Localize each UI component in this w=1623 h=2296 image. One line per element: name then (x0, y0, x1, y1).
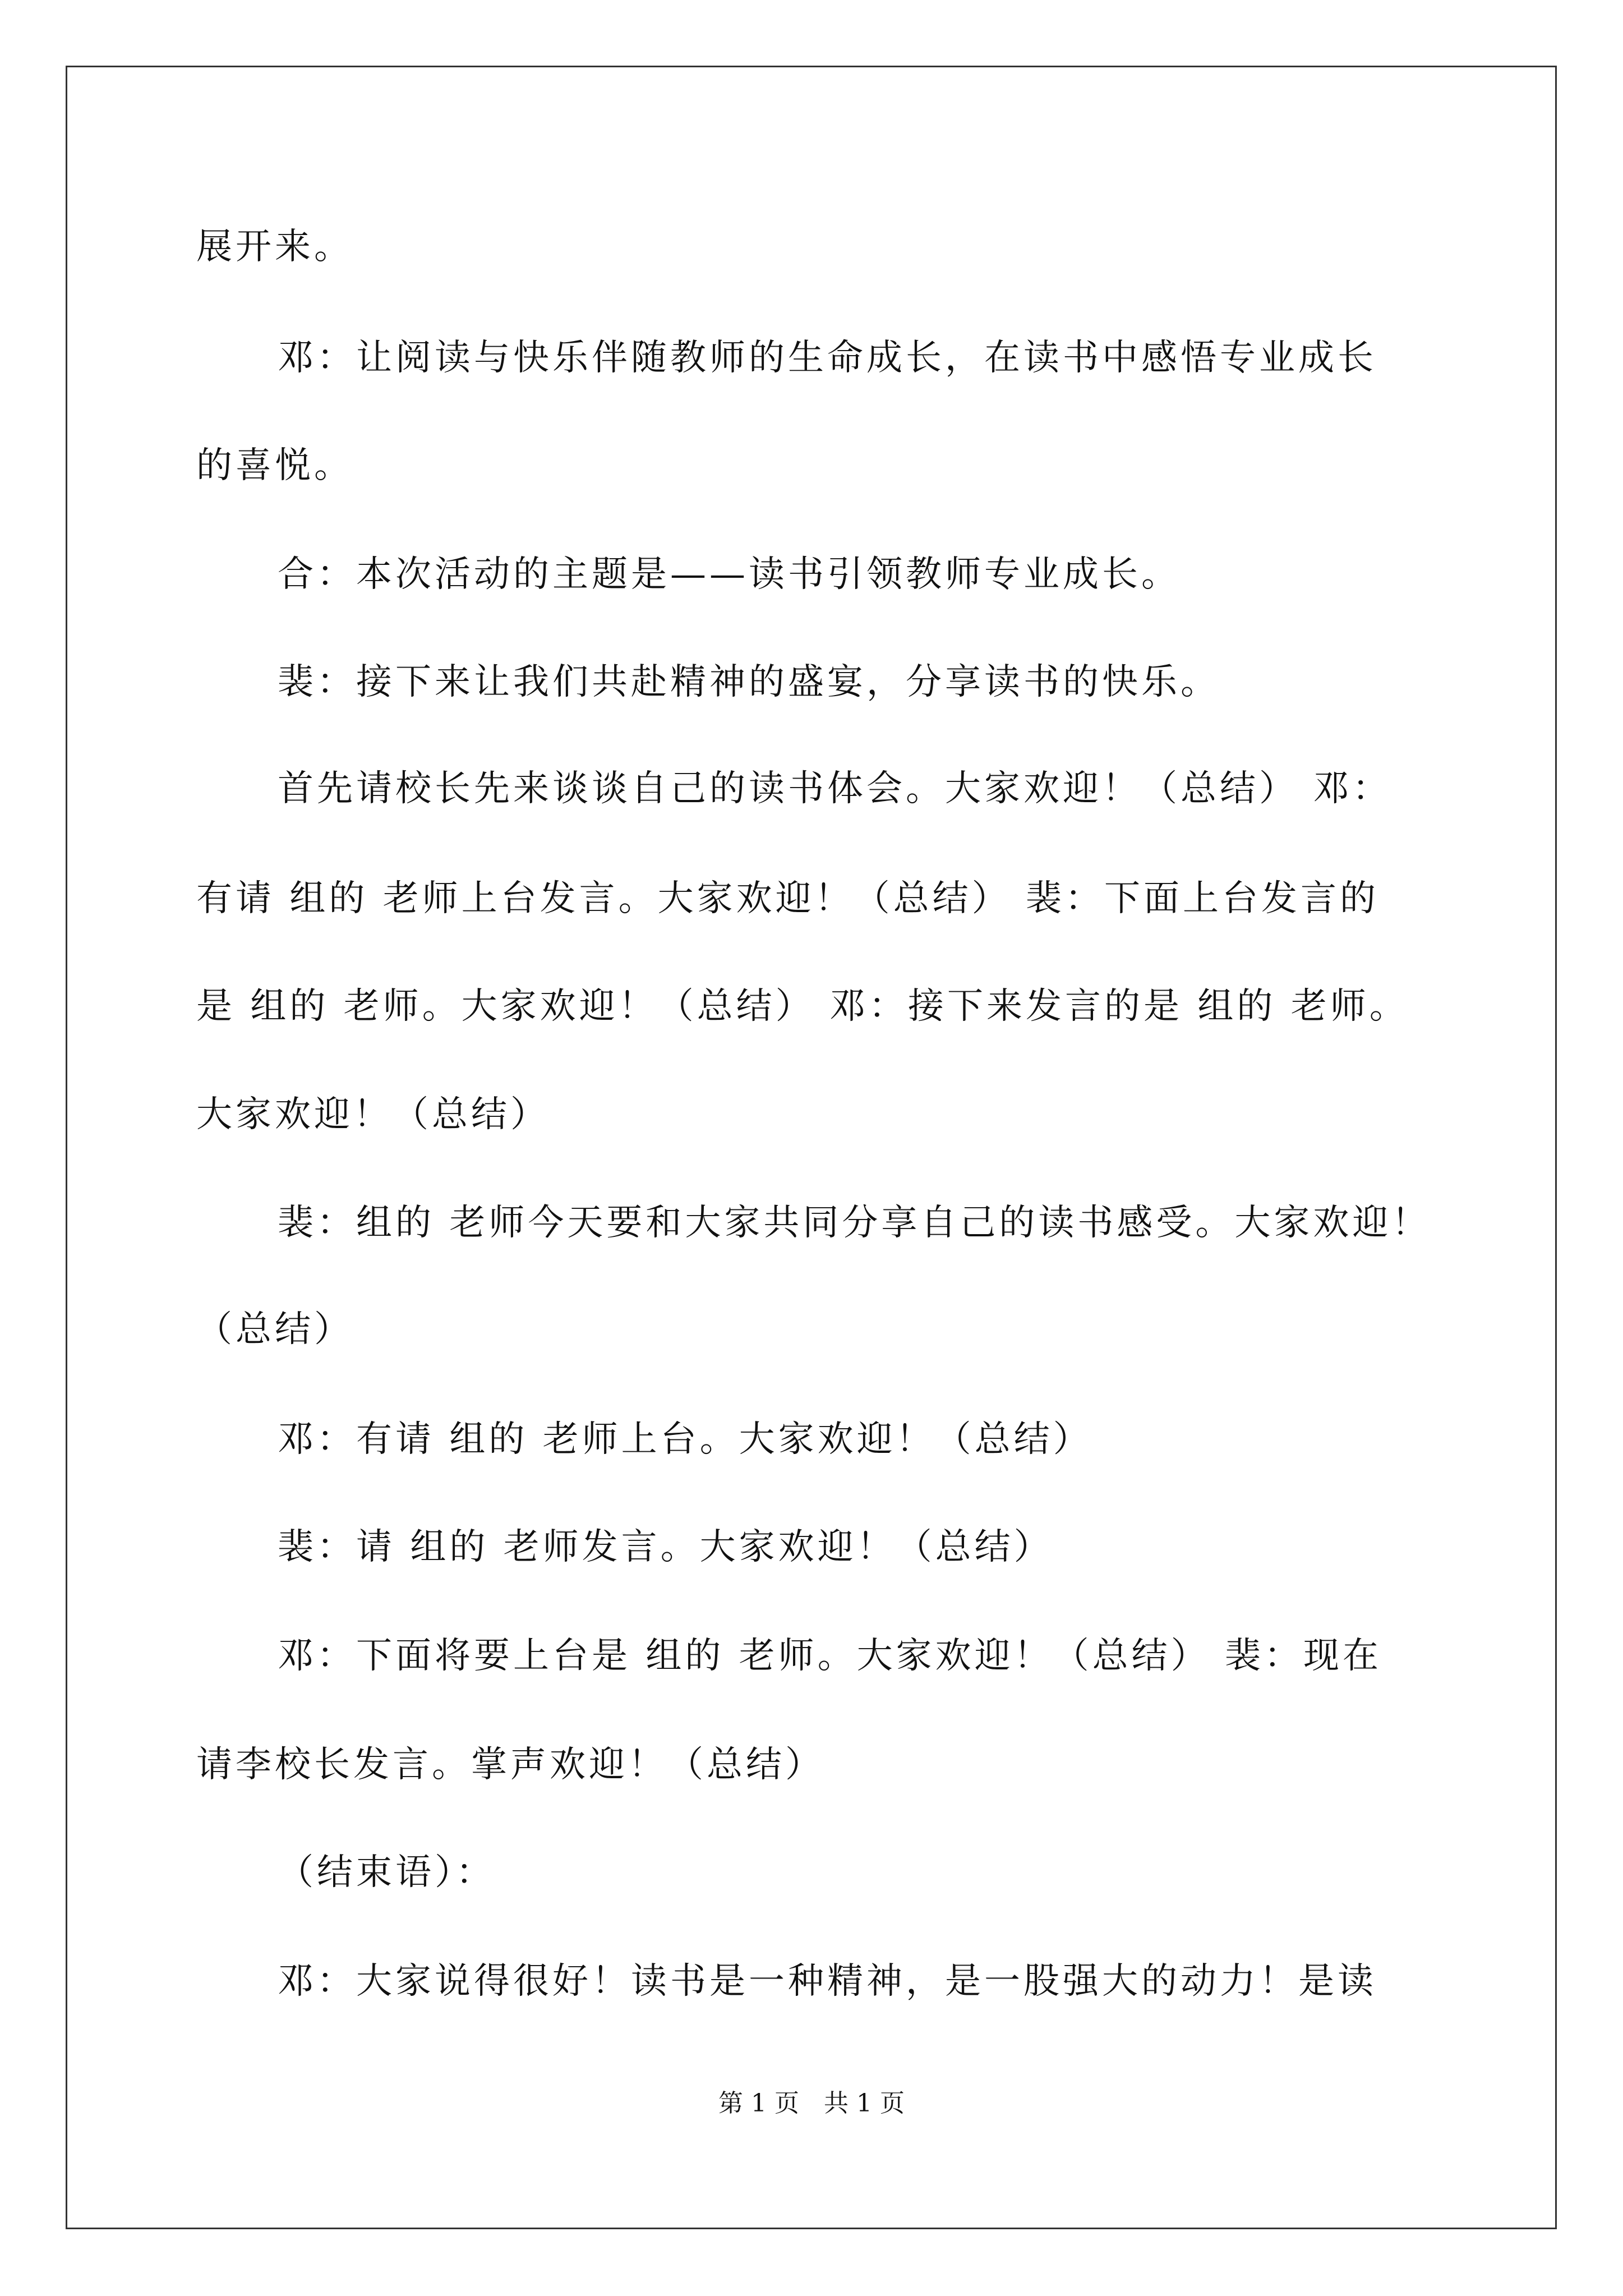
text-line: 大家欢迎！（总结） (196, 1094, 550, 1135)
text-line: 邓：有请 组的 老师上台。大家欢迎！（总结） (278, 1419, 1092, 1460)
text-line: 有请 组的 老师上台发言。大家欢迎！（总结） 裴：下面上台发言的 (196, 878, 1380, 919)
text-line: （结束语）： (278, 1852, 495, 1893)
text-line: 邓：让阅读与快乐伴随教师的生命成长，在读书中感悟专业成长 (278, 337, 1377, 379)
text-line: 邓：大家说得很好！读书是一种精神，是一股强大的动力！是读 (278, 1961, 1377, 2002)
text-line: 邓：下面将要上台是 组的 老师。大家欢迎！（总结） 裴：现在 (278, 1635, 1382, 1677)
text-line: 裴：接下来让我们共赴精神的盛宴，分享读书的快乐。 (278, 661, 1220, 703)
text-line: 展开来。 (196, 226, 353, 268)
text-line: 裴：组的 老师今天要和大家共同分享自己的读书感受。大家欢迎！ (278, 1202, 1431, 1244)
text-line: 首先请校长先来谈谈自己的读书体会。大家欢迎！（总结） 邓： (278, 768, 1392, 809)
page-footer: 第 1 页 共 1 页 (718, 2089, 905, 2118)
text-line: 合：本次活动的主题是——读书引领教师专业成长。 (278, 554, 1181, 595)
text-line: 的喜悦。 (196, 445, 353, 486)
text-line: （总结） (196, 1309, 353, 1350)
text-line: 请李校长发言。掌声欢迎！（总结） (196, 1744, 824, 1786)
text-line: 裴：请 组的 老师发言。大家欢迎！（总结） (278, 1526, 1053, 1568)
page-border (66, 66, 1557, 2229)
text-line: 是 组的 老师。大家欢迎！（总结） 邓：接下来发言的是 组的 老师。 (196, 986, 1409, 1027)
